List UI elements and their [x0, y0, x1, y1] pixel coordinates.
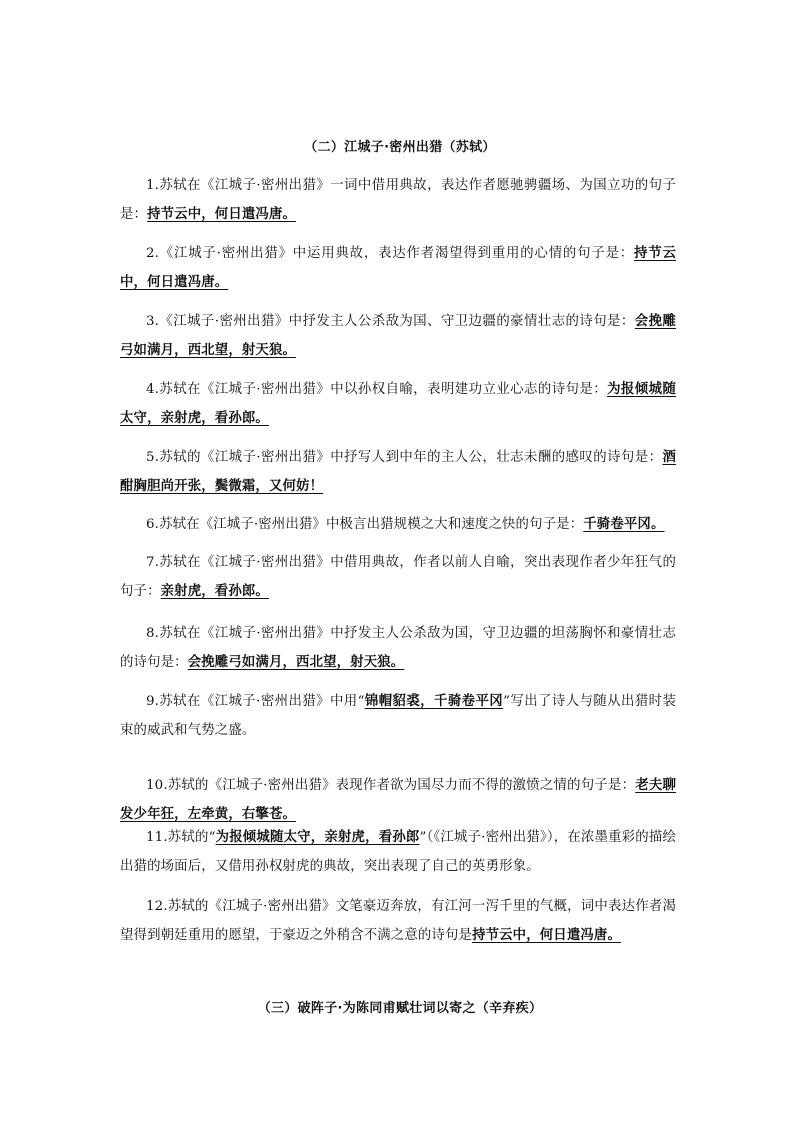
question-text: 9.苏轼在《江城子·密州出猎》中用“ [146, 694, 365, 709]
question-text: 6.苏轼在《江城子·密州出猎》中极言出猎规模之大和速度之快的句子是： [146, 517, 584, 532]
question-9 [120, 687, 676, 745]
answer-text: 锦帽貂裘，千骑卷平冈 [364, 693, 504, 709]
question-12 [120, 892, 676, 950]
section-title: （三）破阵子·为陈同甫赋壮词以寄之（辛弃疾） [257, 1001, 543, 1016]
answer-text: 老夫聊发少年狂，左牵黄，右擎苍。 [120, 777, 677, 822]
question-text: 8.苏轼在《江城子·密州出猎》中抒发主人公杀敌为国，守卫边疆的坦荡胸怀和豪情壮志的诗句是： [120, 626, 676, 670]
answer-text: 持节云中，何日遣冯唐。 [472, 927, 622, 943]
answer-text: 会挽雕弓如满月，西北望，射天狼。 [120, 313, 676, 358]
answer-text: 会挽雕弓如满月，西北望，射天狼。 [187, 654, 405, 670]
question-text: 12.苏轼的《江城子·密州出猎》文笔豪迈奔放，有江河一泻千里的气概，词中表达作者渴望得到朝廷重用的愿望，于豪迈之外稍含不满之意的诗句是 [120, 899, 676, 943]
question-text: 4.苏轼在《江城子·密州出猎》中以孙权自喻，表明建功立业心志的诗句是： [146, 382, 608, 397]
question-11 [120, 823, 676, 881]
answer-text: 酒酣胸胆尚开张，鬓微霜，又何妨！ [120, 449, 676, 494]
section-title: （二）江城子·密州出猎（苏轼） [304, 140, 496, 155]
answer-text: 为报倾城随太守，亲射虎，看孙郎 [215, 829, 420, 845]
question-1 [120, 171, 676, 229]
question-text: 2.《江城子·密州出猎》中运用典故，表达作者渴望得到重用的心情的句子是： [146, 246, 635, 261]
question-8 [120, 619, 676, 677]
question-text: 5.苏轼的《江城子·密州出猎》中抒写人到中年的主人公，壮志未酬的感叹的诗句是： [146, 450, 663, 465]
answer-text: 持节云中，何日遣冯唐。 [147, 206, 297, 222]
answer-text: 持节云中，何日遣冯唐。 [120, 245, 676, 290]
question-10 [120, 771, 676, 829]
question-2 [120, 239, 676, 297]
question-4 [120, 375, 676, 433]
question-text-tail: ”写出了诗人与随从出猎时装束的威武和气势之盛。 [120, 694, 677, 738]
question-6 [120, 510, 676, 539]
question-text: 3.《江城子·密州出猎》中抒发主人公杀敌为国、守卫边疆的豪情壮志的诗句是： [146, 314, 635, 329]
question-3 [120, 307, 676, 365]
answer-text: 千骑卷平冈。 [583, 516, 665, 532]
question-7 [120, 548, 676, 606]
question-text: 1.苏轼在《江城子·密州出猎》一词中借用典故，表达作者愿驰骋疆场、为国立功的句子是： [120, 178, 676, 222]
answer-text: 亲射虎，看孙郎。 [160, 583, 269, 599]
question-text-tail: ”（《江城子·密州出猎》），在浓墨重彩的描绘出猎的场面后，又借用孙权射虎的典故，突出表现了自己的英勇形象。 [120, 830, 677, 874]
question-text: 11.苏轼的“ [146, 830, 216, 845]
question-text: 10.苏轼的《江城子·密州出猎》表现作者欲为国尽力而不得的激愤之情的句子是： [146, 778, 636, 793]
question-5 [120, 443, 676, 501]
answer-text: 为报倾城随太守，亲射虎，看孙郎。 [120, 381, 677, 426]
question-text: 7.苏轼在《江城子·密州出猎》中借用典故，作者以前人自喻，突出表现作者少年狂气的句子： [120, 555, 676, 599]
